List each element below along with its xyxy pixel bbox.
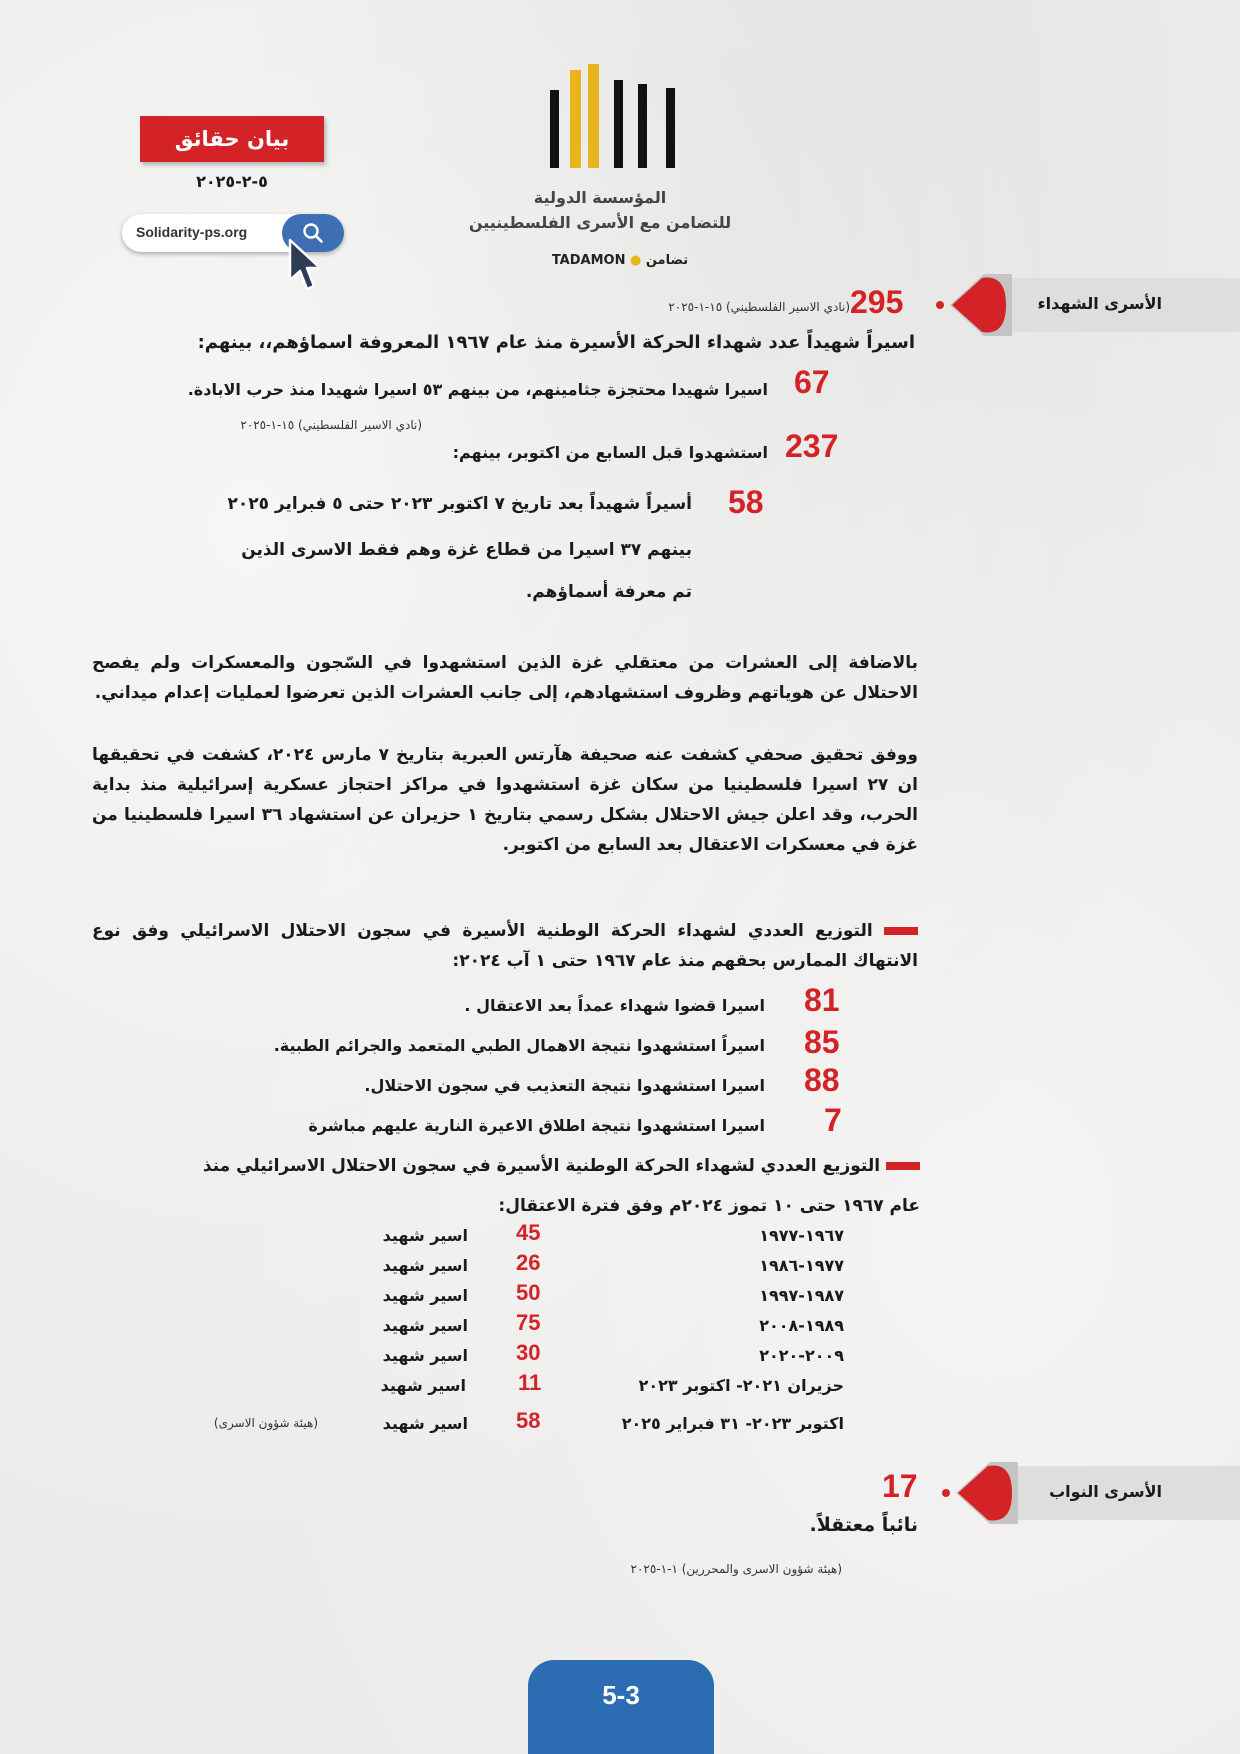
martyrs-tab-strip [1000, 278, 1240, 332]
period-label: ١٩٦٧-١٩٧٧ [759, 1226, 844, 1245]
heading-bullet-icon [886, 1162, 920, 1170]
violation-text-4: اسيرا استشهدوا نتيجة اطلاق الاعيرة النارية عليهم مباشرة [308, 1116, 765, 1135]
period-unit: اسير شهيد [382, 1286, 468, 1305]
haaretz-investigation-paragraph: ووفق تحقيق صحفي كشفت عنه صحيفة هآرتس العبرية بتاريخ ٧ مارس ٢٠٢٤، كشفت في تحقيقها ان ٢٧ اسيرا فلسطينيا من سكان غزة استشهدوا في مراكز احتجاز عسكرية إسرائيلية منذ بداية الحرب، وقد اعلن جيش الاحتلال بشكل رسمي بتاريخ ١ حزيران عن استشهاد ٣٦ اسيرا فلسطينيا من غزة في معسكرات الاعتقال بعد السابع من اكتوبر. [92, 745, 918, 855]
after-oct7-line1: أسيراً شهيداً بعد تاريخ ٧ اكتوبر ٢٠٢٣ حتى ٥ فبراير ٢٠٢٥ [227, 494, 692, 514]
before-oct7-number: 237 [785, 428, 839, 464]
deputies-tab-label: الأسرى النواب [1049, 1482, 1162, 1501]
fact-sheet-badge: بيان حقائق [140, 116, 324, 162]
violation-number-3: 88 [804, 1062, 840, 1098]
violation-text-3: اسيرا استشهدوا نتيجة التعذيب في سجون الاحتلال. [364, 1076, 765, 1095]
mouse-cursor-icon [288, 238, 324, 294]
martyrs-marker-icon [932, 270, 1016, 340]
org-short-en: TADAMON [551, 253, 626, 268]
period-label: ١٩٨٩-٢٠٠٨ [759, 1316, 844, 1335]
period-count: 50 [516, 1280, 541, 1305]
org-name-line2: للتضامن مع الأسرى الفلسطينيين [468, 213, 732, 232]
period-count: 75 [516, 1310, 541, 1335]
gaza-detainees-paragraph: بالاضافة إلى العشرات من معتقلي غزة الذين استشهدوا في السّجون والمعسكرات ولم يفصح الاحتلال عن هوياتهم وظروف استشهادهم، إلى جانب العشرات الذين تعرضوا لعمليات إعدام ميداني. [92, 653, 918, 703]
period-unit: اسير شهيد [380, 1376, 466, 1395]
period-count: 30 [516, 1340, 541, 1365]
after-oct7-number: 58 [728, 484, 764, 520]
period-distribution-heading-line1 [203, 1156, 920, 1176]
page-number: 5-3 [528, 1660, 714, 1754]
period-unit: اسير شهيد [382, 1316, 468, 1335]
violation-number-4: 7 [824, 1102, 842, 1138]
website-url[interactable]: Solidarity-ps.org [136, 224, 248, 240]
violation-text-2: اسيراً استشهدوا نتيجة الاهمال الطبي المتعمد والجرائم الطبية. [273, 1036, 765, 1055]
period-count: 11 [518, 1370, 542, 1395]
deputies-text: نائباً معتقلاً. [809, 1514, 918, 1536]
period-count: 26 [516, 1250, 541, 1275]
before-oct7-text: استشهدوا قبل السابع من اكتوبر، بينهم: [452, 443, 768, 462]
period-label: ٢٠٠٩-٢٠٢٠ [759, 1346, 844, 1365]
org-name-line1: المؤسسة الدولية [533, 188, 667, 207]
period-unit: اسير شهيد [382, 1226, 468, 1245]
held-bodies-text: اسيرا شهيدا محتجزة جثامينهم، من بينهم ٥٣ اسيرا شهيدا منذ حرب الابادة. [187, 380, 768, 399]
period-source: (هيئة شؤون الاسرى) [213, 1416, 318, 1430]
period-label: حزيران ٢٠٢١- اكتوبر ٢٠٢٣ [638, 1376, 844, 1395]
period-label: اكتوبر ٢٠٢٣- ٣١ فبراير ٢٠٢٥ [621, 1414, 844, 1433]
period-unit: اسير شهيد [382, 1414, 468, 1433]
org-logo-bars [548, 62, 690, 174]
held-bodies-number: 67 [794, 364, 830, 400]
violation-text-1: اسيرا قضوا شهداء عمداً بعد الاعتقال . [464, 996, 765, 1015]
period-label: ١٩٨٧-١٩٩٧ [759, 1286, 844, 1305]
martyrs-tab-label: الأسرى الشهداء [1037, 294, 1162, 313]
deputies-source: (هيئة شؤون الاسرى والمحررين) ١-١-٢٠٢٥ [630, 1562, 842, 1576]
org-short-ar: تضامن [645, 253, 689, 268]
org-short-name [540, 253, 700, 268]
period-unit: اسير شهيد [382, 1256, 468, 1275]
violation-number-1: 81 [804, 982, 840, 1018]
held-bodies-source: (نادي الاسير الفلسطيني) ١٥-١-٢٠٢٥ [240, 418, 422, 432]
heading-bullet-icon [884, 927, 918, 935]
violation-distribution-heading [92, 916, 918, 976]
after-oct7-line2: بينهم ٣٧ اسيرا من قطاع غزة وهم فقط الاسرى الذين [241, 540, 692, 560]
deputies-tab-strip [1000, 1466, 1240, 1520]
deputies-number: 17 [882, 1468, 918, 1504]
violation-number-2: 85 [804, 1024, 840, 1060]
period-count: 45 [516, 1220, 541, 1245]
deputies-marker-icon [938, 1458, 1022, 1528]
document-date: ٥-٢-٢٠٢٥ [196, 172, 268, 191]
total-martyrs-text: اسيراً شهيداً عدد شهداء الحركة الأسيرة منذ عام ١٩٦٧ المعروفة اسماؤهم،، بينهم: [197, 332, 915, 353]
total-martyrs-number: 295 [850, 284, 904, 320]
period-heading-text1: التوزيع العددي لشهداء الحركة الوطنية الأسيرة في سجون الاحتلال الاسرائيلي منذ [202, 1156, 881, 1176]
period-unit: اسير شهيد [382, 1346, 468, 1365]
total-martyrs-source: (نادي الاسير الفلسطيني) ١٥-١-٢٠٢٥ [668, 300, 850, 314]
after-oct7-line3: تم معرفة أسماؤهم. [525, 582, 692, 602]
period-heading-text2: عام ١٩٦٧ حتى ١٠ تموز ٢٠٢٤م وفق فترة الاعتقال: [498, 1196, 920, 1216]
logo-dot-icon: ● [629, 253, 642, 268]
violation-heading-text: التوزيع العددي لشهداء الحركة الوطنية الأسيرة في سجون الاحتلال الاسرائيلي وفق نوع الانتهاك الممارس بحقهم منذ عام ١٩٦٧ حتى ١ آب ٢٠٢٤: [92, 921, 918, 971]
period-count: 58 [516, 1408, 541, 1433]
period-label: ١٩٧٧-١٩٨٦ [759, 1256, 844, 1275]
